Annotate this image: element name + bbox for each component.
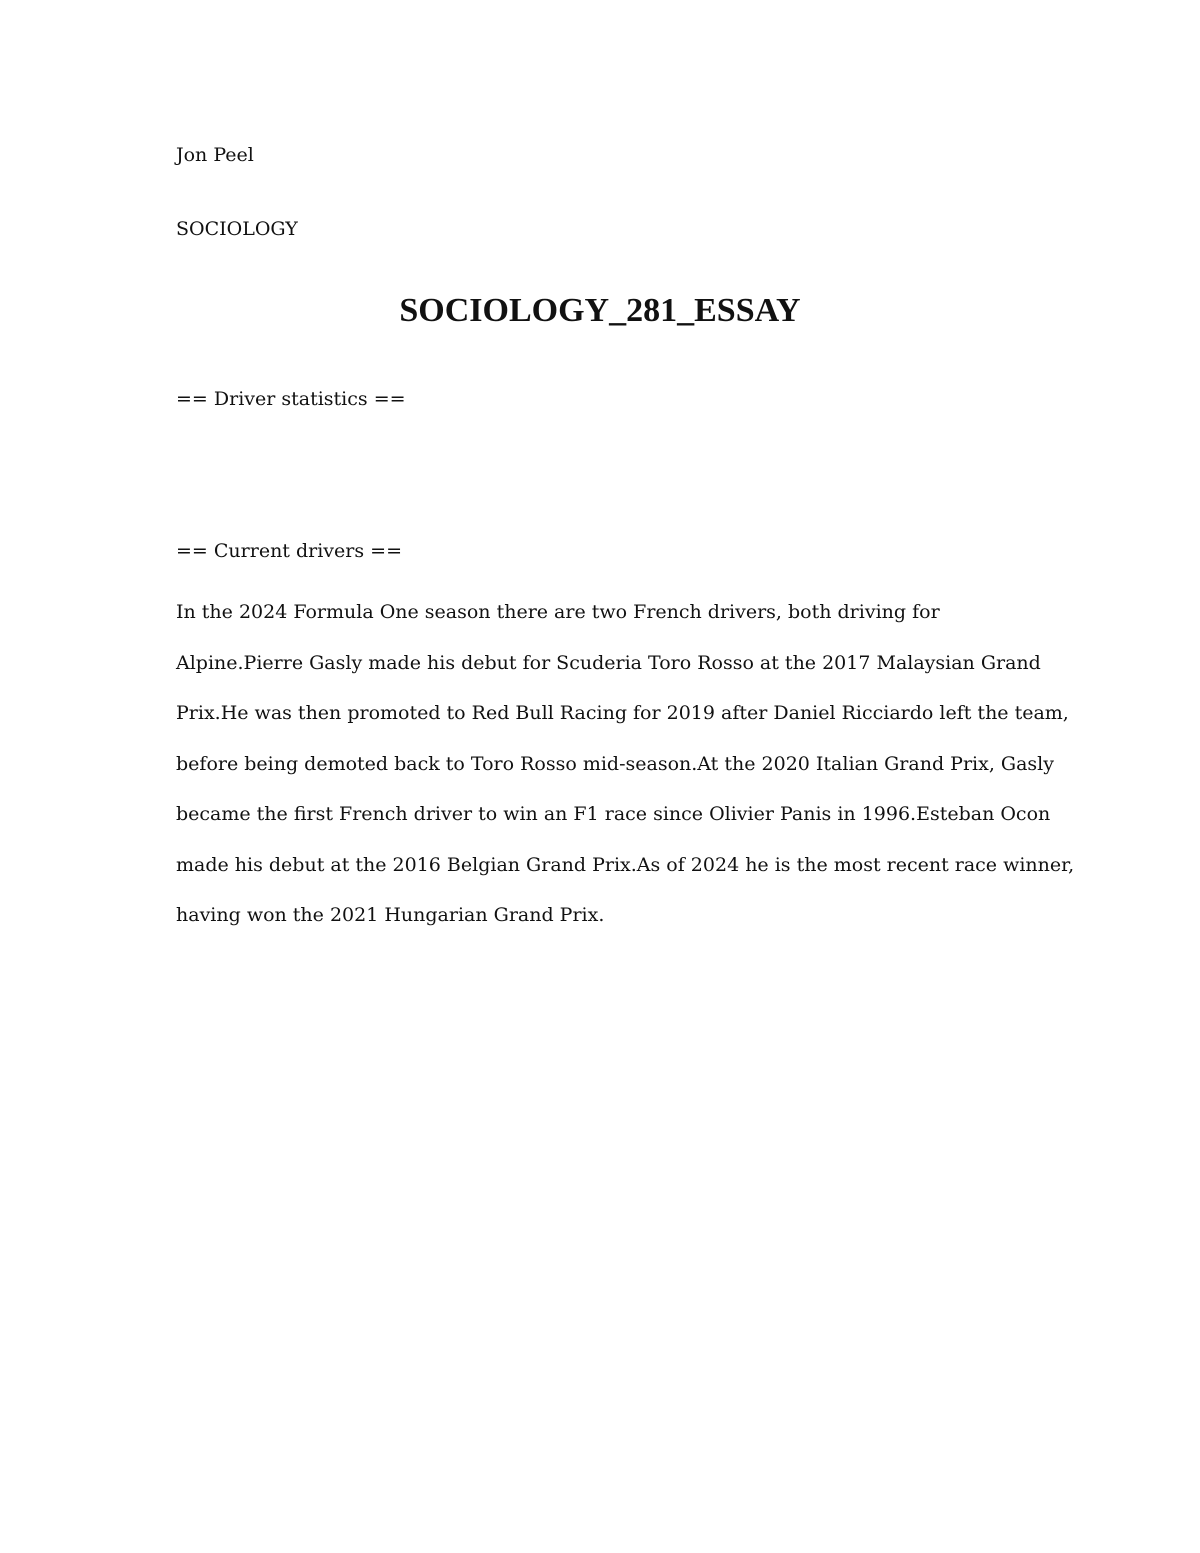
body-line: before being demoted back to Toro Rosso mid-season.At the 2020 Italian Grand Prix, Gasly [176, 752, 1054, 775]
body-line: Prix.He was then promoted to Red Bull Racing for 2019 after Daniel Ricciardo left the team, [176, 702, 1069, 724]
section-heading-driver-statistics: == Driver statistics == [176, 388, 406, 410]
body-line: made his debut at the 2016 Belgian Grand Prix.As of 2024 he is the most recent race winner, [176, 853, 1075, 876]
body-line: having won the 2021 Hungarian Grand Prix. [176, 904, 605, 926]
course-name: SOCIOLOGY [176, 218, 298, 240]
document-title: SOCIOLOGY_281_ESSAY [399, 292, 801, 329]
body-line: In the 2024 Formula One season there are two French drivers, both driving for [176, 601, 940, 623]
body-line: became the first French driver to win an F1 race since Olivier Panis in 1996.Esteban Ocon [176, 803, 1051, 825]
body-line: Alpine.Pierre Gasly made his debut for Scuderia Toro Rosso at the 2017 Malaysian Grand [176, 651, 1041, 674]
author-name: Jon Peel [176, 144, 254, 166]
section-heading-current-drivers: == Current drivers == [176, 540, 402, 562]
body-paragraph [176, 587, 1075, 941]
